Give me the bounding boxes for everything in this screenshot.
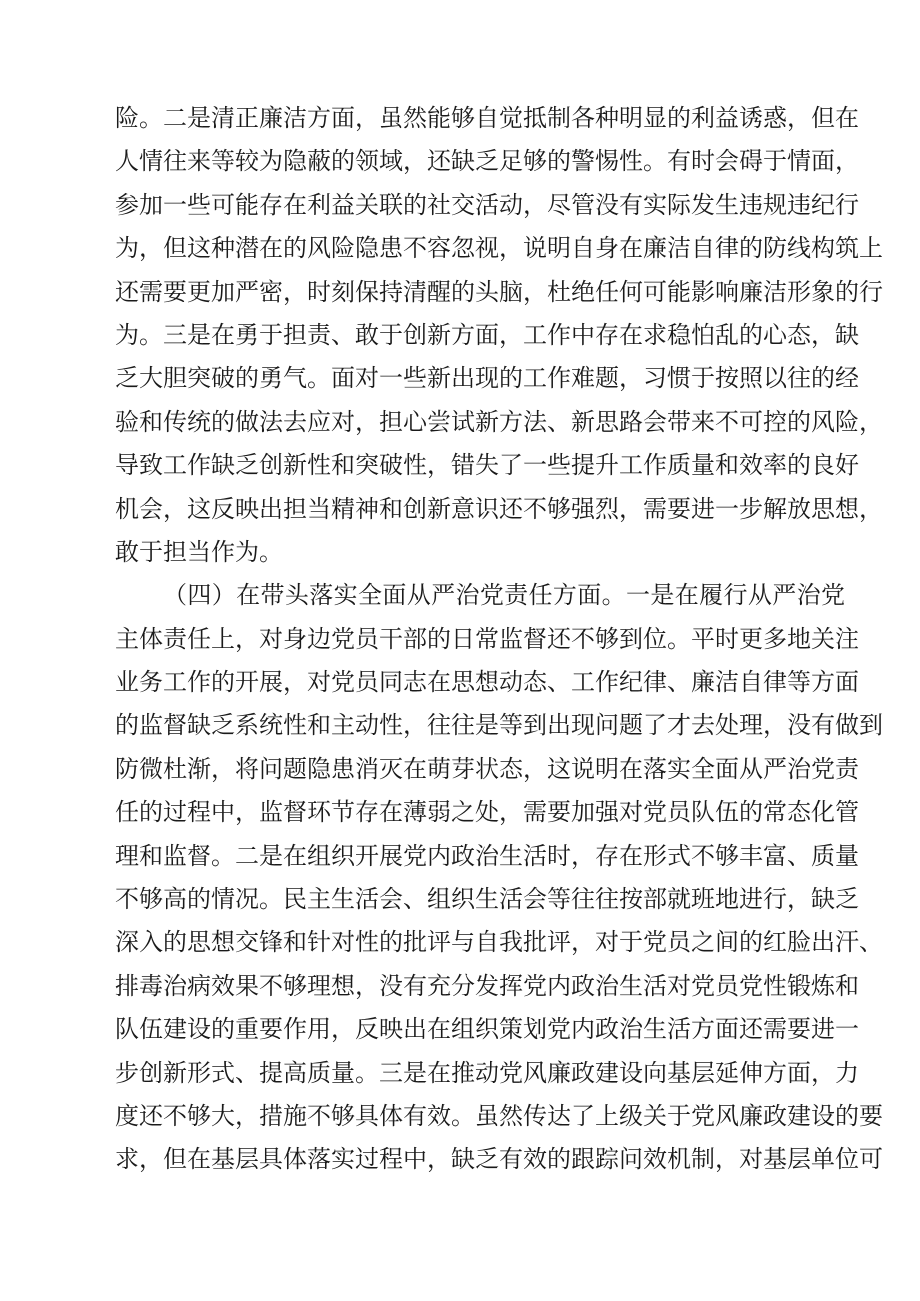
paragraph-1-line: 敢于担当作为。 <box>115 537 283 566</box>
paragraph-1-line: 为。三是在勇于担责、敢于创新方面，工作中存在求稳怕乱的心态，缺 <box>115 320 859 349</box>
paragraph-2-line: 求，但在基层具体落实过程中，缺乏有效的跟踪问效机制，对基层单位可 <box>115 1145 883 1174</box>
paragraph-2-line: 业务工作的开展，对党员同志在思想动态、工作纪律、廉洁自律等方面 <box>115 668 859 697</box>
paragraph-2-line: 任的过程中，监督环节存在薄弱之处，需要加强对党员队伍的常态化管 <box>115 798 859 827</box>
paragraph-2-line: 不够高的情况。民主生活会、组织生活会等往往按部就班地进行，缺乏 <box>115 885 859 914</box>
paragraph-2-line: 防微杜渐，将问题隐患消灭在萌芽状态，这说明在落实全面从严治党责 <box>115 754 859 783</box>
paragraph-1-line: 还需要更加严密，时刻保持清醒的头脑，杜绝任何可能影响廉洁形象的行 <box>115 277 883 306</box>
document-body <box>115 97 883 1182</box>
paragraph-2-line: 理和监督。二是在组织开展党内政治生活时，存在形式不够丰富、质量 <box>115 841 859 870</box>
paragraph-1-line: 机会，这反映出担当精神和创新意识还不够强烈，需要进一步解放思想， <box>115 494 883 523</box>
paragraph-2-line: 主体责任上，对身边党员干部的日常监督还不够到位。平时更多地关注 <box>115 624 859 653</box>
paragraph-2-line: 步创新形式、提高质量。三是在推动党风廉政建设向基层延伸方面，力 <box>115 1058 859 1087</box>
paragraph-1-line: 验和传统的做法去应对，担心尝试新方法、新思路会带来不可控的风险， <box>115 407 883 436</box>
paragraph-2-line: 排毒治病效果不够理想，没有充分发挥党内政治生活对党员党性锻炼和 <box>115 971 859 1000</box>
paragraph-1-line: 导致工作缺乏创新性和突破性，错失了一些提升工作质量和效率的良好 <box>115 451 859 480</box>
paragraph-1-line: 人情往来等较为隐蔽的领域，还缺乏足够的警惕性。有时会碍于情面， <box>115 147 859 176</box>
paragraph-1-line: 为，但这种潜在的风险隐患不容忽视，说明自身在廉洁自律的防线构筑上 <box>115 234 883 263</box>
paragraph-2-line: 队伍建设的重要作用，反映出在组织策划党内政治生活方面还需要进一 <box>115 1015 859 1044</box>
paragraph-1-line: 乏大胆突破的勇气。面对一些新出现的工作难题，习惯于按照以往的经 <box>115 364 859 393</box>
paragraph-1-line: 参加一些可能存在利益关联的社交活动，尽管没有实际发生违规违纪行 <box>115 190 859 219</box>
paragraph-2-line: （四）在带头落实全面从严治党责任方面。一是在履行从严治党 <box>163 581 845 610</box>
paragraph-2-line: 深入的思想交锋和针对性的批评与自我批评，对于党员之间的红脸出汗、 <box>115 928 883 957</box>
paragraph-2-line: 的监督缺乏系统性和主动性，往往是等到出现问题了才去处理，没有做到 <box>115 711 883 740</box>
paragraph-1-line: 险。二是清正廉洁方面，虽然能够自觉抵制各种明显的利益诱惑，但在 <box>115 104 859 132</box>
paragraph-2-line: 度还不够大，措施不够具体有效。虽然传达了上级关于党风廉政建设的要 <box>115 1101 883 1130</box>
